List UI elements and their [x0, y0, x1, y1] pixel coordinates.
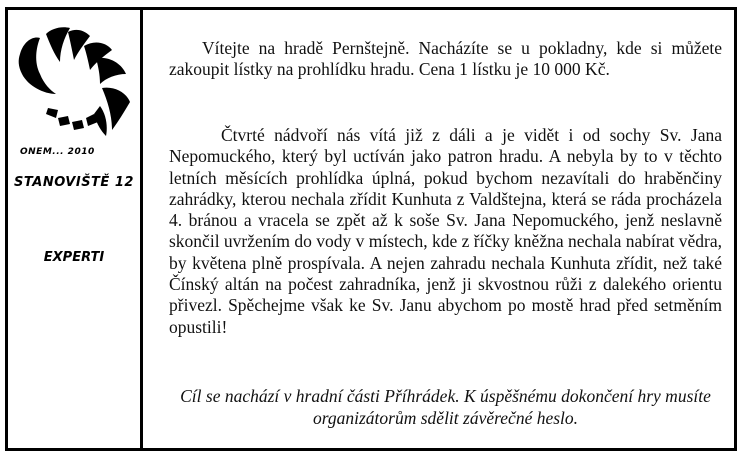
sidebar-panel [8, 10, 143, 448]
station-label: STANOVIŠTĚ 12 [14, 175, 134, 190]
logo-caption: ONEM... 2010 [20, 147, 95, 157]
content-panel [143, 10, 734, 448]
story-paragraph: Čtvrté nádvoří nás vítá již z dáli a je vidět i od sochy Sv. Jana Nepomuckého, který byl uctíván jako patron hradu. A nebyla by to v těchto letních měsících prohlídka úplná, pokud bychom nezavítali do hraběnčiny zahrádky, kterou nechala zřídit Kunhuta z Valdštejna, která se ráda procházela 4. bránou a vracela se zpět až k soše Sv. Jana Nepomuckého, jenž neslavně skončil uvržením do vody v místech, kde z říčky kněžna nechala nabírat vědra, by květena plně prospívala. A nejen zahradu nechala Kunhuta zřídit, než také Čínský altán na počest zahradníka, jenž ji skvostnou růži z dalekého orientu přivezl. Spěchejme však ke Sv. Janu abychom po mostě hrad před setměním opustili! [169, 125, 722, 337]
team-label: EXPERTI [43, 250, 105, 265]
onem-swirl-logo-icon [14, 22, 136, 140]
station-card [5, 7, 737, 451]
goal-note: Cíl se nachází v hradní části Příhrádek. K úspěšnému dokončení hry musíte organizátorům sdělit závěrečné heslo. [180, 386, 711, 428]
intro-paragraph: Vítejte na hradě Pernštejně. Nacházíte se u pokladny, kde si můžete zakoupit lístky na prohlídku hradu. Cena 1 lístku je 10 000 Kč. [169, 38, 722, 80]
